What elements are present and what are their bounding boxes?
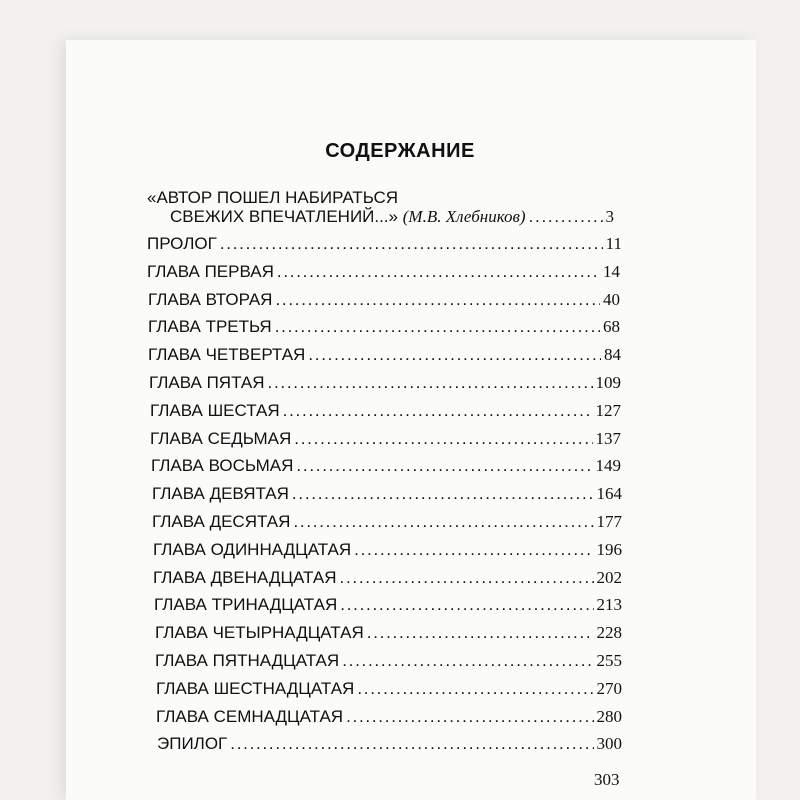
toc-entry [149, 373, 621, 393]
toc-leader-dots [529, 207, 603, 227]
toc-entry-title: ГЛАВА ВТОРАЯ [148, 290, 273, 309]
toc-leader-dots [346, 707, 593, 727]
toc-entry-title: ГЛАВА ТРИНАДЦАТАЯ [154, 595, 338, 614]
toc-entry-page: 196 [596, 540, 622, 559]
toc-entry [156, 707, 622, 727]
toc-entry [153, 540, 622, 560]
toc-entry-page: 280 [596, 707, 622, 726]
toc-entry-page: 300 [596, 734, 622, 753]
toc-entry [148, 317, 620, 337]
page-number: 303 [594, 770, 620, 789]
toc-entry-page: 84 [604, 345, 621, 364]
toc-entry-page: 109 [595, 373, 621, 392]
toc-leader-dots [340, 568, 594, 588]
toc-entry-title: ГЛАВА СЕМНАДЦАТАЯ [156, 707, 344, 726]
toc-entry-page: 127 [595, 401, 621, 420]
first-entry-line1: «АВТОР ПОШЕЛ НАБИРАТЬСЯ [147, 188, 399, 207]
toc-entry-page: 213 [596, 595, 622, 614]
toc-entry [147, 234, 622, 254]
toc-entry-page: 228 [596, 623, 622, 642]
toc-leader-dots [292, 484, 594, 504]
toc-entry-page: 202 [596, 568, 622, 587]
toc-entry [170, 207, 614, 227]
toc-entry-page: 164 [596, 484, 622, 503]
toc-entry-page: 68 [603, 317, 620, 336]
toc-entry-page: 255 [596, 651, 622, 670]
toc-entry-page: 270 [596, 679, 622, 698]
toc-entry-title: ГЛАВА ШЕСТАЯ [150, 401, 280, 420]
toc-entry-title: ГЛАВА ВОСЬМАЯ [151, 456, 294, 475]
toc-leader-dots [367, 623, 594, 643]
toc-leader-dots [277, 262, 600, 282]
toc-leader-dots [220, 234, 603, 254]
toc-leader-dots [275, 290, 600, 310]
toc-leader-dots [342, 651, 593, 671]
toc-leader-dots [275, 317, 600, 337]
toc-entry-page: 177 [596, 512, 622, 531]
toc-entry-page: 11 [605, 234, 622, 253]
toc-leader-dots [283, 401, 593, 421]
toc-entry [151, 456, 621, 476]
toc-entry [155, 651, 622, 671]
toc-leader-dots [308, 345, 601, 365]
toc-entry-author: (М.В. Хлебников) [402, 207, 526, 226]
toc-leader-dots [357, 679, 593, 699]
toc-entry-title: СВЕЖИХ ВПЕЧАТЛЕНИЙ...» (М.В. Хлебников) [170, 207, 526, 226]
contents-heading: СОДЕРЖАНИЕ [325, 140, 475, 162]
toc-entry-page: 137 [595, 429, 621, 448]
toc-entry [150, 429, 621, 449]
toc-entry [152, 512, 622, 532]
toc-entry [147, 262, 620, 282]
toc-entry [152, 484, 622, 504]
toc-entry-title: ГЛАВА ЧЕТВЕРТАЯ [148, 345, 306, 364]
toc-leader-dots [293, 512, 593, 532]
toc-entry-title: ПРОЛОГ [147, 234, 217, 253]
toc-leader-dots [268, 373, 593, 393]
toc-entry [153, 568, 622, 588]
toc-entry-title: ГЛАВА ОДИННАДЦАТАЯ [153, 540, 352, 559]
toc-entry-page: 3 [605, 207, 614, 226]
toc-entry-title: ЭПИЛОГ [157, 734, 228, 753]
toc-entry-page: 14 [603, 262, 620, 281]
toc-entry [156, 679, 622, 699]
toc-entry [150, 401, 621, 421]
toc-entry-title: ГЛАВА ДЕВЯТАЯ [152, 484, 289, 503]
toc-leader-dots [354, 540, 593, 560]
toc-entry [154, 595, 622, 615]
toc-entry [157, 734, 622, 754]
toc-leader-dots [340, 595, 593, 615]
toc-entry [155, 623, 622, 643]
toc-entry-page: 149 [595, 456, 621, 475]
toc-entry-title: ГЛАВА ДЕСЯТАЯ [152, 512, 291, 531]
toc-entry-title: ГЛАВА ПЯТНАДЦАТАЯ [155, 651, 340, 670]
toc-entry [148, 345, 621, 365]
toc-entry-title: ГЛАВА ДВЕНАДЦАТАЯ [153, 568, 337, 587]
toc-entry-title: ГЛАВА ЧЕТЫРНАДЦАТАЯ [155, 623, 364, 642]
toc-leader-dots [294, 429, 592, 449]
toc-entry-title: ГЛАВА ТРЕТЬЯ [148, 317, 272, 336]
toc-entry-title: ГЛАВА ПЯТАЯ [149, 373, 265, 392]
toc-entry-page: 40 [603, 290, 620, 309]
toc-leader-dots [296, 456, 592, 476]
toc-leader-dots [230, 734, 593, 754]
toc-entry-title: ГЛАВА СЕДЬМАЯ [150, 429, 292, 448]
toc-entry-title: ГЛАВА ПЕРВАЯ [147, 262, 274, 281]
toc-entry [148, 290, 620, 310]
toc-entry-title: ГЛАВА ШЕСТНАДЦАТАЯ [156, 679, 355, 698]
